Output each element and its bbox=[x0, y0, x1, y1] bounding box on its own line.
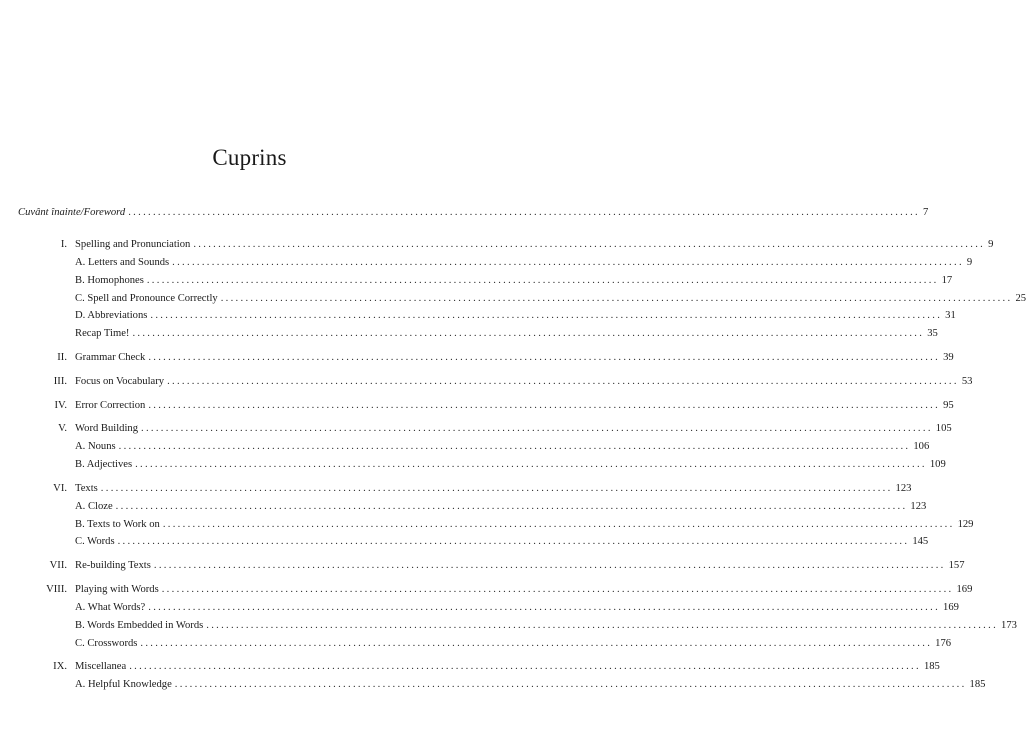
toc-page-number: 17 bbox=[941, 275, 953, 286]
toc-entry bbox=[0, 618, 1017, 634]
toc-entry-number: I. bbox=[60, 239, 67, 250]
toc-entry-label: Spelling and Pronunciation bbox=[75, 239, 191, 250]
toc-entry bbox=[0, 237, 994, 253]
leader-dots: ................................................................................................................................................................ bbox=[220, 293, 1013, 304]
toc-entry-label: A. Helpful Knowledge bbox=[75, 679, 172, 690]
leader-dots: ................................................................................................................................................................ bbox=[115, 501, 908, 512]
toc-entry-label: Word Building bbox=[75, 423, 139, 434]
toc-page-number: 105 bbox=[935, 423, 952, 434]
leader-dots: ................................................................................................................................................................ bbox=[118, 441, 911, 452]
toc-entry-number: V. bbox=[58, 423, 67, 434]
toc-page-number: 9 bbox=[988, 239, 994, 250]
leader-dots: ................................................................................................................................................................ bbox=[153, 560, 946, 571]
toc-entry-label: C. Spell and Pronounce Correctly bbox=[75, 293, 218, 304]
toc-entry-label: A. Letters and Sounds bbox=[75, 257, 170, 268]
toc-entry-number: III. bbox=[53, 376, 67, 387]
toc-page-number: 169 bbox=[943, 602, 959, 613]
leader-dots: ................................................................................................................................................................ bbox=[193, 239, 986, 250]
leader-dots: ................................................................................................................................................................ bbox=[206, 620, 999, 631]
toc-page-number: 185 bbox=[969, 679, 986, 690]
toc-entry bbox=[0, 499, 927, 515]
leader-dots: ................................................................................................................................................................ bbox=[146, 275, 939, 286]
toc-page-number: 185 bbox=[923, 661, 940, 672]
toc-entry-label: Recap Time! bbox=[75, 328, 130, 339]
leader-dots: ................................................................................................................................................................ bbox=[128, 207, 920, 218]
toc-page-number: 173 bbox=[1001, 620, 1017, 631]
toc-entry bbox=[0, 398, 954, 414]
leader-dots: ................................................................................................................................................................ bbox=[150, 310, 943, 321]
toc-entry bbox=[0, 600, 959, 616]
toc-entry-label: D. Abbreviations bbox=[75, 310, 148, 321]
toc-entry bbox=[0, 582, 973, 598]
toc-entry bbox=[0, 677, 986, 693]
toc-entry-label: A. Cloze bbox=[75, 501, 113, 512]
toc-entry-number: IX. bbox=[53, 661, 67, 672]
toc-entry-label: B. Adjectives bbox=[75, 459, 133, 470]
toc-entry-label: Focus on Vocabulary bbox=[75, 376, 165, 387]
leader-dots: ................................................................................................................................................................ bbox=[117, 536, 910, 547]
toc-entry-number: VI. bbox=[53, 483, 67, 494]
toc-page-number: 53 bbox=[961, 376, 973, 387]
toc-entry bbox=[0, 517, 974, 533]
toc-entry bbox=[0, 659, 940, 675]
leader-dots: ................................................................................................................................................................ bbox=[148, 602, 941, 613]
leader-dots: ................................................................................................................................................................ bbox=[148, 352, 941, 363]
toc-entry bbox=[0, 326, 938, 342]
toc-entry bbox=[0, 350, 954, 366]
toc-entry-label: C. Words bbox=[75, 536, 115, 547]
toc-page-number: 25 bbox=[1015, 293, 1026, 304]
toc-entry bbox=[0, 255, 973, 271]
leader-dots: ................................................................................................................................................................ bbox=[148, 400, 941, 411]
toc-entry bbox=[0, 291, 1026, 307]
toc-entry-label: Error Correction bbox=[75, 400, 146, 411]
toc-entry-label: B. Texts to Work on bbox=[75, 519, 160, 530]
leader-dots: ................................................................................................................................................................ bbox=[129, 661, 921, 672]
leader-dots: ................................................................................................................................................................ bbox=[140, 638, 933, 649]
page-title: Cuprins bbox=[212, 145, 287, 170]
toc-entry bbox=[0, 481, 912, 497]
toc-page-number: 39 bbox=[943, 352, 954, 363]
toc-entry bbox=[0, 421, 952, 437]
leader-dots: ................................................................................................................................................................ bbox=[100, 483, 893, 494]
toc-entry-label: Playing with Words bbox=[75, 584, 159, 595]
leader-dots: ................................................................................................................................................................ bbox=[162, 519, 955, 530]
toc-page-number: 129 bbox=[957, 519, 974, 530]
toc-entry-label: Miscellanea bbox=[75, 661, 127, 672]
toc-entry-number: II. bbox=[57, 352, 67, 363]
toc-page-number: 9 bbox=[966, 257, 973, 268]
toc-page-number: 145 bbox=[912, 536, 929, 547]
toc-entry bbox=[0, 308, 956, 324]
toc-entry-label: Texts bbox=[75, 483, 98, 494]
toc-page-number: 169 bbox=[956, 584, 973, 595]
toc-entry-label: A. What Words? bbox=[75, 602, 146, 613]
toc-entry-number: VIII. bbox=[46, 584, 67, 595]
toc-entry bbox=[0, 558, 965, 574]
toc-entry-foreword bbox=[0, 205, 929, 221]
leader-dots: ................................................................................................................................................................ bbox=[161, 584, 954, 595]
toc-entry bbox=[0, 534, 929, 550]
toc-page-number: 157 bbox=[948, 560, 965, 571]
toc-entry bbox=[0, 273, 953, 289]
toc-entry-number: IV. bbox=[54, 400, 67, 411]
toc-page-number: 95 bbox=[943, 400, 954, 411]
leader-dots: ................................................................................................................................................................ bbox=[135, 459, 927, 470]
toc-entry-label: Grammar Check bbox=[75, 352, 146, 363]
leader-dots: ................................................................................................................................................................ bbox=[174, 679, 967, 690]
toc-entry-label: Re-building Texts bbox=[75, 560, 151, 571]
toc-entry-label: B. Homophones bbox=[75, 275, 144, 286]
leader-dots: ................................................................................................................................................................ bbox=[167, 376, 959, 387]
toc-page-number: 176 bbox=[935, 638, 952, 649]
toc-page-number: 31 bbox=[945, 310, 956, 321]
toc-entry bbox=[0, 636, 952, 652]
toc-page-number: 109 bbox=[929, 459, 946, 470]
toc-page-number: 106 bbox=[913, 441, 930, 452]
toc-entry bbox=[0, 439, 930, 455]
toc-entry bbox=[0, 374, 973, 390]
leader-dots: ................................................................................................................................................................ bbox=[172, 257, 964, 268]
leader-dots: ................................................................................................................................................................ bbox=[141, 423, 933, 434]
toc-entry-label: A. Nouns bbox=[75, 441, 116, 452]
toc-page-number: 7 bbox=[922, 207, 929, 218]
leader-dots: ................................................................................................................................................................ bbox=[132, 328, 925, 339]
toc-entry-label: Cuvânt înainte/Foreword bbox=[18, 207, 126, 218]
toc-page-number: 35 bbox=[927, 328, 938, 339]
toc-entry-label: C. Crosswords bbox=[75, 638, 138, 649]
toc-entry-label: B. Words Embedded in Words bbox=[75, 620, 204, 631]
toc-entry-number: VII. bbox=[49, 560, 67, 571]
toc-entry bbox=[0, 457, 946, 473]
toc-page-number: 123 bbox=[910, 501, 927, 512]
toc-page-number: 123 bbox=[895, 483, 912, 494]
